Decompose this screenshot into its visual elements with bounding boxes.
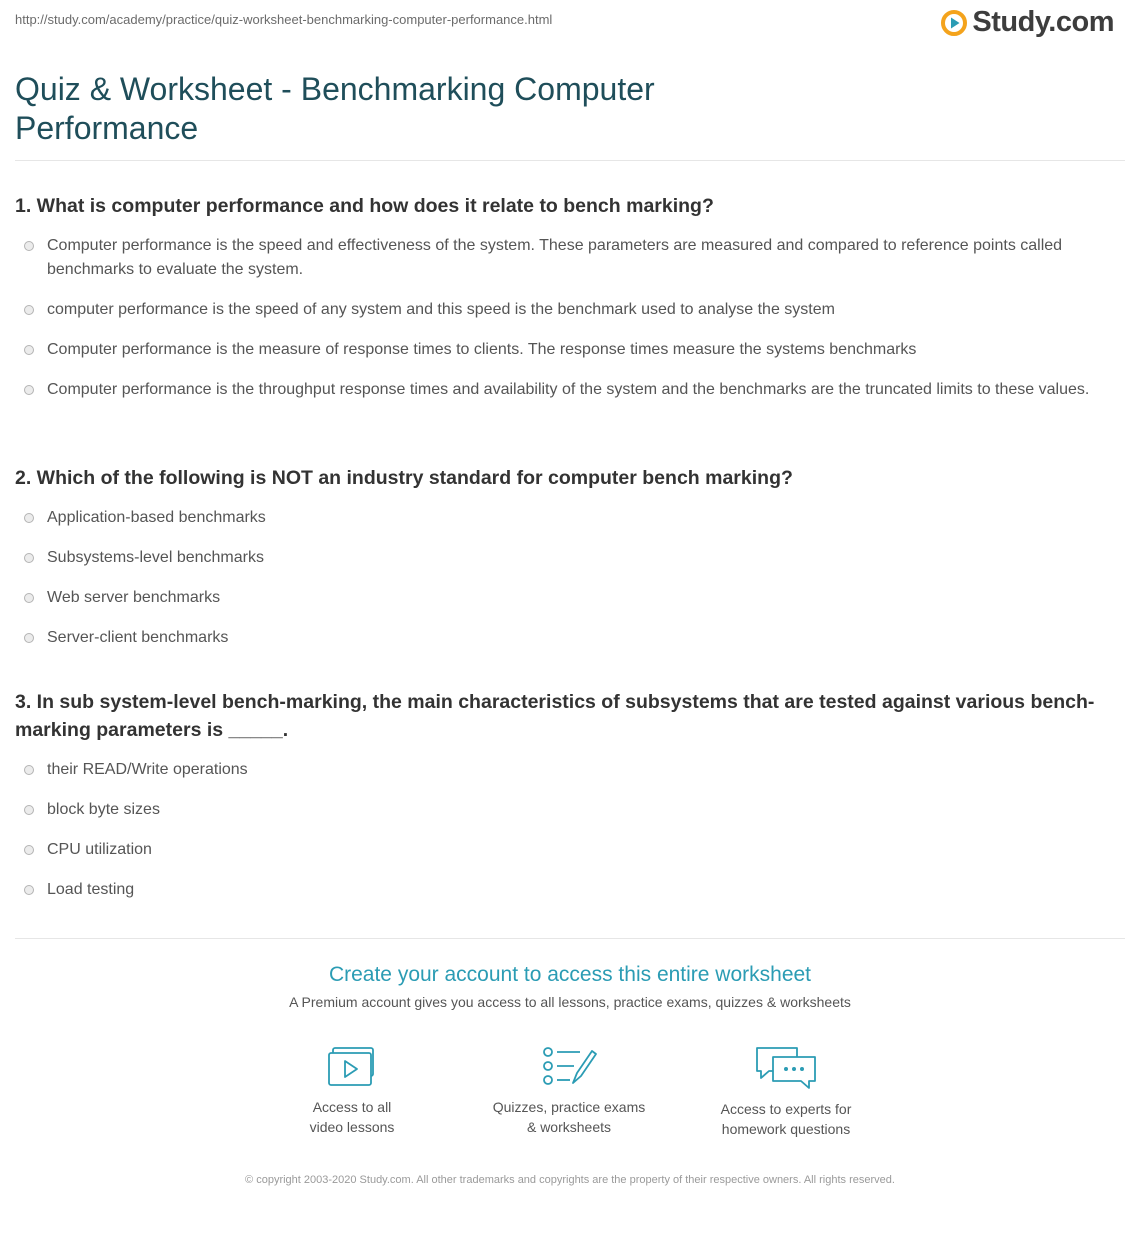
answer-option[interactable]: [15, 758, 1115, 782]
answer-list: [15, 234, 1115, 402]
radio-button[interactable]: [24, 241, 34, 251]
page-url: http://study.com/academy/practice/quiz-worksheet-benchmarking-computer-performance.html: [15, 12, 553, 27]
title-divider: [15, 160, 1125, 161]
promo-subheading: A Premium account gives you access to all lessons, practice exams, quizzes & worksheets: [289, 994, 851, 1010]
radio-button[interactable]: [24, 845, 34, 855]
question-text: 1. What is computer performance and how does it relate to bench marking?: [15, 195, 714, 217]
feature-video-lessons: [262, 1045, 442, 1137]
radio-button[interactable]: [24, 805, 34, 815]
feature-quizzes: [479, 1045, 659, 1137]
play-circle-icon: [941, 10, 967, 36]
answer-label: block byte sizes: [47, 801, 160, 818]
answer-label: their READ/Write operations: [47, 761, 248, 778]
logo-text: Study.com: [972, 6, 1114, 38]
feature-label: Access to experts for homework questions: [720, 1101, 852, 1137]
page-header: [0, 0, 1140, 48]
radio-button[interactable]: [24, 553, 34, 563]
answer-option[interactable]: [15, 626, 1115, 650]
feature-label: Quizzes, practice exams & worksheets: [492, 1099, 646, 1135]
answer-label: Load testing: [47, 881, 135, 898]
answer-option[interactable]: [15, 378, 1115, 402]
radio-button[interactable]: [24, 345, 34, 355]
answer-label: computer performance is the speed of any system and this speed is the benchmark used to analyse the system: [47, 301, 835, 318]
radio-button[interactable]: [24, 305, 34, 315]
answer-option[interactable]: [15, 546, 1115, 570]
answer-option[interactable]: [15, 798, 1115, 822]
answer-option[interactable]: [15, 838, 1115, 862]
answer-label: Computer performance is the speed and effectiveness of the system. These parameters are measured and compared to reference points called benchmarks to evaluate the system.: [47, 237, 1063, 278]
answer-label: Computer performance is the throughput response times and availability of the system and the benchmarks are the truncated limits to these values.: [47, 381, 1090, 398]
chat-bubbles-icon: [753, 1045, 819, 1091]
page-title: Quiz & Worksheet - Benchmarking Computer Performance: [15, 71, 655, 146]
study-logo[interactable]: [941, 6, 1114, 39]
answer-label: Computer performance is the measure of response times to clients. The response times measure the systems benchmarks: [47, 341, 917, 358]
radio-button[interactable]: [24, 885, 34, 895]
copyright: © copyright 2003-2020 Study.com. All other trademarks and copyrights are the property of their respective owners. All rights reserved.: [245, 1174, 895, 1186]
answer-option[interactable]: [15, 338, 1115, 362]
quiz-checklist-icon: [540, 1045, 598, 1089]
question-2: [15, 464, 1115, 666]
answer-option[interactable]: [15, 298, 1115, 322]
question-text: 3. In sub system-level bench-marking, the main characteristics of subsystems that are tested against various bench-marking parameters is _____.: [15, 691, 1095, 741]
feature-label: Access to all video lessons: [309, 1099, 395, 1135]
promo-divider: [15, 938, 1125, 939]
radio-button[interactable]: [24, 633, 34, 643]
answer-label: Web server benchmarks: [47, 589, 221, 606]
question-3: [15, 688, 1115, 918]
radio-button[interactable]: [24, 765, 34, 775]
answer-list: [15, 758, 1115, 902]
radio-button[interactable]: [24, 385, 34, 395]
answer-label: Server-client benchmarks: [47, 629, 229, 646]
question-1: [15, 192, 1115, 418]
answer-list: [15, 506, 1115, 650]
answer-option[interactable]: [15, 234, 1115, 282]
premium-promo: [0, 960, 1140, 1012]
answer-option[interactable]: [15, 878, 1115, 902]
radio-button[interactable]: [24, 593, 34, 603]
answer-label: CPU utilization: [47, 841, 152, 858]
answer-label: Application-based benchmarks: [47, 509, 266, 526]
answer-option[interactable]: [15, 586, 1115, 610]
question-text: 2. Which of the following is NOT an industry standard for computer bench marking?: [15, 467, 793, 489]
answer-option[interactable]: [15, 506, 1115, 530]
radio-button[interactable]: [24, 513, 34, 523]
video-lessons-icon: [325, 1045, 379, 1089]
create-account-link[interactable]: Create your account to access this entire worksheet: [328, 963, 812, 986]
answer-label: Subsystems-level benchmarks: [47, 549, 264, 566]
feature-experts: [696, 1045, 876, 1139]
